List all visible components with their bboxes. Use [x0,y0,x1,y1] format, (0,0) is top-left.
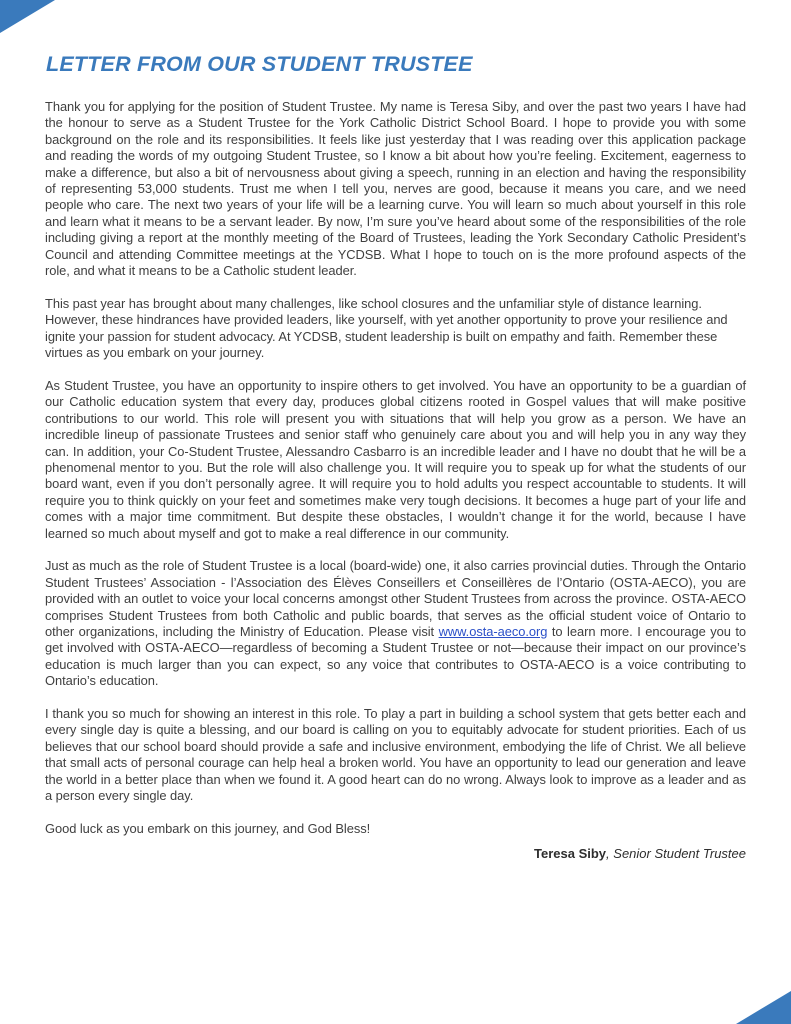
signature-name: Teresa Siby [534,846,607,862]
paragraph-role-description: As Student Trustee, you have an opportunity to inspire others to get involved. You have an opportunity to be a guardian of our Catholic education system that every day, produces global citizens rooted in Gospel values that will make positive contributions to our world. This role will present you with situations that will help you grow as a person. We have an incredible lineup of passionate Trustees and senior staff who genuinely care about you and will help you in any way they can. In addition, your Co-Student Trustee, Alessandro Casbarro is an incredible leader and I have no doubt that he will be a phenomenal mentor to you. But the role will also challenge you. It will require you to speak up for what the students of our board want, even if you don’t personally agree. It will require you to hold adults you respect accountable to students. It will require you to think quickly on your feet and sometimes make very tough decisions. It becomes a huge part of your life and comes with a major time commitment. But despite these obstacles, I wouldn’t change it for the world, because I have learned so much about myself and got to make a real difference in our community. [45,377,746,541]
paragraph-thanks: I thank you so much for showing an interest in this role. To play a part in building a school system that gets better each and every single day is quite a blessing, and our board is calling on you to equitably advocate for student priorities. Each of us believes that our school board should provide a safe and inclusive environment, embodying the life of Christ. We all believe that small acts of personal courage can help heal a broken world. You have an opportunity to lead our generation and leave the world in a better place than when we found it. A good heart can do no wrong. Always look to improve as a leader and as a person every single day. [45,705,746,803]
paragraph-challenges: This past year has brought about many challenges, like school closures and the unfamiliar style of distance learning. However, these hindrances have provided leaders, like yourself, with yet another opportunity to prove your resilience and ignite your passion for student advocacy. At YCDSB, student leadership is built on empathy and faith. Remember these virtues as you embark on your journey. [45,295,728,361]
page-title: LETTER FROM OUR STUDENT TRUSTEE [46,52,473,76]
osta-aeco-link[interactable]: www.osta-aeco.org [438,623,548,639]
letter-content [45,0,746,863]
paragraph-provincial-text-before: Just as much as the role of Student Trustee is a local (board-wide) one, it also carries provincial duties. Through the Ontario Student Trustees’ Association - l’Association des Élèves Conseillers et Conseillères de l’Ontario (OSTA-AECO), you are provided with an outlet to voice your local concerns amongst other Student Trustees from across the province. OSTA-AECO comprises Student Trustees from both Catholic and public boards, that serves as the official student voice of Ontario to other organizations, including the Ministry of Education. Please visit [45,558,746,639]
paragraph-provincial-duties [45,558,746,689]
corner-triangle-bottom-right [736,991,791,1024]
signature-role: , Senior Student Trustee [606,846,746,862]
paragraph-intro: Thank you for applying for the position of Student Trustee. My name is Teresa Siby, and over the past two years I have had the honour to serve as a Student Trustee for the York Catholic District School Board. I hope to provide you with some background on the role and its responsibilities. It feels like just yesterday that I was reading over this application package and reading the words of my outgoing Student Trustee, so I know a bit about how you’re feeling. Excitement, eagerness to make a difference, but also a bit of nervousness about giving a speech, running in an election and having the responsibility of representing 53,000 students. Trust me when I tell you, nerves are good, because it means you care, and we need people who care. The next two years of your life will be a learning curve. You will learn so much about yourself in this role and learn what it means to be a servant leader. By now, I’m sure you’ve heard about some of the responsibilities of the role including giving a report at the monthly meeting of the Board of Trustees, leading the York Secondary Catholic President’s Council and attending Committee meetings at the YCDSB. What I hope to touch on is the more profound aspects of the role, and what it means to be a Catholic student leader. [45,99,746,279]
paragraph-provincial-text-after: to learn more. I encourage you to get involved with OSTA-AECO—regardless of becoming a Student Trustee or not—because their impact on our province’s education is much larger than you can expect, so any voice that contributes to OSTA-AECO is a voice contributing to Ontario’s education. [45,623,746,689]
signature-line [45,846,746,862]
closing-line: Good luck as you embark on this journey, and God Bless! [45,820,371,836]
